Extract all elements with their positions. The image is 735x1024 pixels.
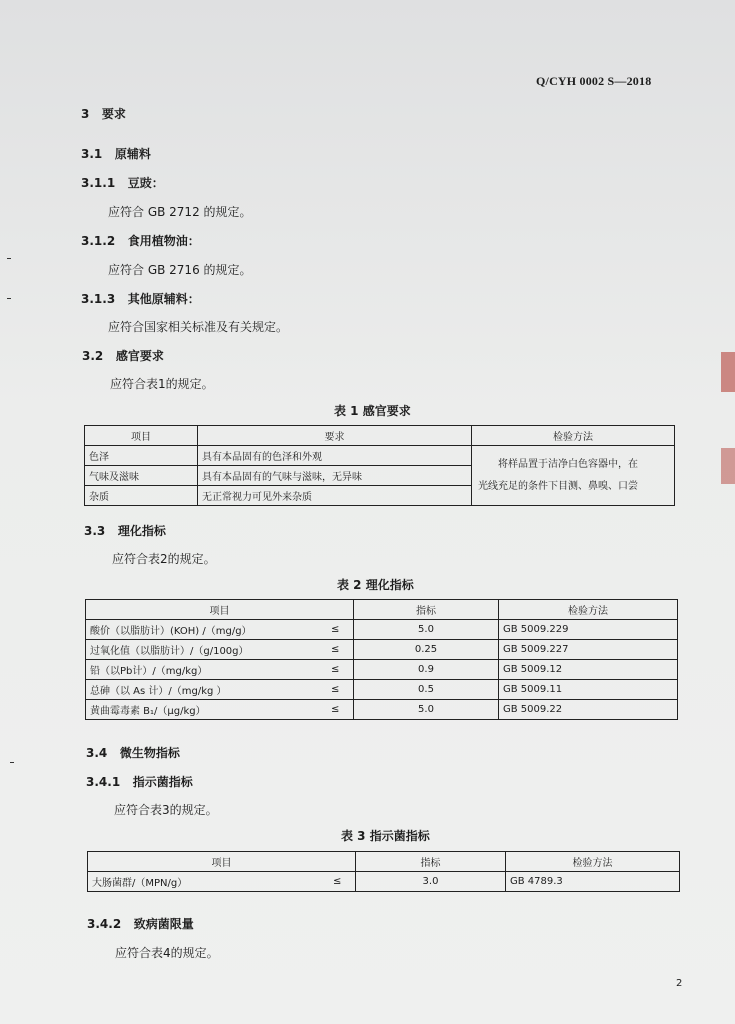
section-3-1-1-text: 应符合 GB 2712 的规定。 <box>108 205 252 219</box>
method-line: 光线充足的条件下目测、鼻嗅、口尝 <box>478 480 638 492</box>
method-cell <box>472 446 675 506</box>
table-cell: 总砷（以 As 计）/（mg/kg ） <box>86 680 318 700</box>
table-header-cell: 检验方法 <box>506 852 680 872</box>
section-3-2-heading <box>82 347 164 364</box>
table-cell: 杂质 <box>85 486 198 506</box>
table-header-cell: 项目 <box>88 852 356 872</box>
table-cell: GB 5009.11 <box>499 680 678 700</box>
section-number: 3.1.1 <box>81 176 116 190</box>
section-number: 3.1.2 <box>81 234 116 248</box>
standard-code: Q/CYH 0002 S—2018 <box>536 74 652 88</box>
section-number: 3 <box>81 107 90 121</box>
table-header-cell: 检验方法 <box>472 426 675 446</box>
scan-mark <box>7 258 11 259</box>
table-cell: ≤ <box>318 680 354 700</box>
section-title: 感官要求 <box>115 349 164 363</box>
scan-mark <box>7 298 11 299</box>
table-header-row <box>88 852 680 872</box>
page-number: 2 <box>676 978 683 989</box>
section-number: 3.3 <box>84 524 106 538</box>
table-cell: 黄曲霉毒素 B₁/（μg/kg） <box>86 700 318 720</box>
section-number: 3.4.2 <box>87 917 122 931</box>
section-title: 原辅料 <box>114 147 151 161</box>
section-number: 3.1.3 <box>81 292 116 306</box>
table-row <box>85 446 675 466</box>
table-2-physicochemical <box>85 599 678 720</box>
section-title: 豆豉： <box>127 176 164 190</box>
table-cell: ≤ <box>318 640 354 660</box>
table-cell: 0.5 <box>354 680 499 700</box>
section-3-4-heading <box>86 744 180 761</box>
section-title: 指示菌指标 <box>132 775 193 789</box>
table-cell: ≤ <box>320 872 356 892</box>
section-title: 微生物指标 <box>119 746 180 760</box>
scan-mark <box>10 762 14 763</box>
table-3-caption: 表 3 指示菌指标 <box>341 829 430 843</box>
section-3-1-2-heading <box>81 232 200 249</box>
seal-fragment <box>721 448 735 484</box>
table-cell: 无正常视力可见外来杂质 <box>198 486 472 506</box>
section-3-heading <box>81 105 126 122</box>
table-header-cell: 要求 <box>198 426 472 446</box>
table-1-caption: 表 1 感官要求 <box>334 404 411 418</box>
table-cell: 5.0 <box>354 620 499 640</box>
section-title: 致病菌限量 <box>133 917 194 931</box>
section-title: 要求 <box>101 107 126 121</box>
table-cell: ≤ <box>318 660 354 680</box>
table-row <box>86 640 678 660</box>
table-cell: ≤ <box>318 620 354 640</box>
table-cell: 色泽 <box>85 446 198 466</box>
table-row <box>86 700 678 720</box>
table-header-cell: 项目 <box>86 600 354 620</box>
table-cell: GB 5009.229 <box>499 620 678 640</box>
section-3-4-2-heading <box>87 915 194 932</box>
table-cell: 大肠菌群/（MPN/g） <box>88 872 320 892</box>
table-cell: ≤ <box>318 700 354 720</box>
table-header-cell: 项目 <box>85 426 198 446</box>
table-cell: 3.0 <box>356 872 506 892</box>
section-3-4-1-heading <box>86 773 193 790</box>
table-cell: 酸价（以脂肪计）(KOH) /（mg/g） <box>86 620 318 640</box>
table-cell: 过氧化值（以脂肪计）/（g/100g） <box>86 640 318 660</box>
section-3-4-2-text: 应符合表4的规定。 <box>115 946 219 960</box>
section-number: 3.4.1 <box>86 775 121 789</box>
section-3-4-1-text: 应符合表3的规定。 <box>114 803 218 817</box>
table-cell: 具有本品固有的气味与滋味，无异味 <box>198 466 472 486</box>
section-number: 3.2 <box>82 349 104 363</box>
table-header-cell: 检验方法 <box>499 600 678 620</box>
table-cell: 气味及滋味 <box>85 466 198 486</box>
section-3-2-text: 应符合表1的规定。 <box>110 377 214 391</box>
seal-fragment <box>721 352 735 392</box>
table-row <box>86 660 678 680</box>
table-cell: 0.25 <box>354 640 499 660</box>
section-3-1-1-heading <box>81 174 164 191</box>
table-cell: GB 4789.3 <box>506 872 680 892</box>
table-cell: 0.9 <box>354 660 499 680</box>
table-cell: 铅（以Pb计）/（mg/kg） <box>86 660 318 680</box>
section-3-1-heading <box>81 145 151 162</box>
table-cell: GB 5009.12 <box>499 660 678 680</box>
table-row <box>86 680 678 700</box>
table-cell: 具有本品固有的色泽和外观 <box>198 446 472 466</box>
section-number: 3.1 <box>81 147 103 161</box>
section-3-3-text: 应符合表2的规定。 <box>112 552 216 566</box>
section-3-1-3-text: 应符合国家相关标准及有关规定。 <box>108 320 289 334</box>
section-title: 其他原辅料： <box>127 292 200 306</box>
table-3-indicator-bacteria <box>87 851 680 892</box>
table-row <box>86 620 678 640</box>
section-3-1-2-text: 应符合 GB 2716 的规定。 <box>108 263 252 277</box>
table-cell: GB 5009.227 <box>499 640 678 660</box>
section-3-3-heading <box>84 522 166 539</box>
table-header-cell: 指标 <box>356 852 506 872</box>
section-title: 食用植物油： <box>127 234 200 248</box>
section-number: 3.4 <box>86 746 108 760</box>
table-row <box>88 872 680 892</box>
method-line: 将样品置于洁净白色容器中，在 <box>498 458 638 470</box>
table-2-caption: 表 2 理化指标 <box>337 578 414 592</box>
table-cell: 5.0 <box>354 700 499 720</box>
section-3-1-3-heading <box>81 290 200 307</box>
table-cell: GB 5009.22 <box>499 700 678 720</box>
table-1-sensory <box>84 425 675 506</box>
section-title: 理化指标 <box>117 524 166 538</box>
table-header-cell: 指标 <box>354 600 499 620</box>
table-header-row <box>85 426 675 446</box>
table-header-row <box>86 600 678 620</box>
